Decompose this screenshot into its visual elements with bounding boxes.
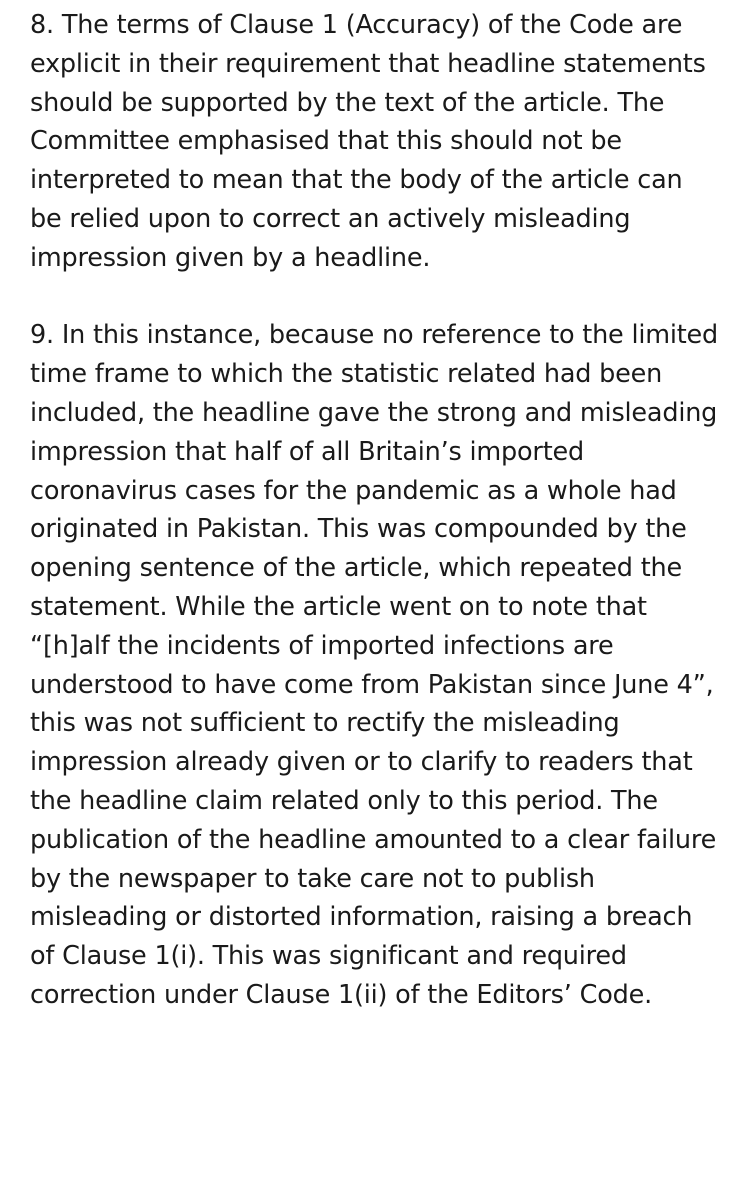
paragraph-9: 9. In this instance, because no reference to the limited time frame to which the statistic related had been included, the headline gave the strong and misleading impression that half of all Britain’s imported coronavirus cases for the pandemic as a whole had originated in Pakistan. This was compounded by the opening sentence of the article, which repeated the statement. While the article went on to note that “[h]alf the incidents of imported infections are understood to have come from Pakistan since June 4”, this was not sufficient to rectify the misleading impression already given or to clarify to readers that the headline claim related only to this period. The publication of the headline amounted to a clear failure by the newspaper to take care not to publish misleading or distorted information, raising a breach of Clause 1(i). This was significant and required correction under Clause 1(ii) of the Editors’ Code. [30, 320, 719, 1010]
paragraph-8: 8. The terms of Clause 1 (Accuracy) of the Code are explicit in their requirement that headline statements should be supported by the text of the article. The Committee emphasised that this should not be interpreted to mean that the body of the article can be relied upon to correct an actively misleading impression given by a headline. [30, 10, 706, 273]
